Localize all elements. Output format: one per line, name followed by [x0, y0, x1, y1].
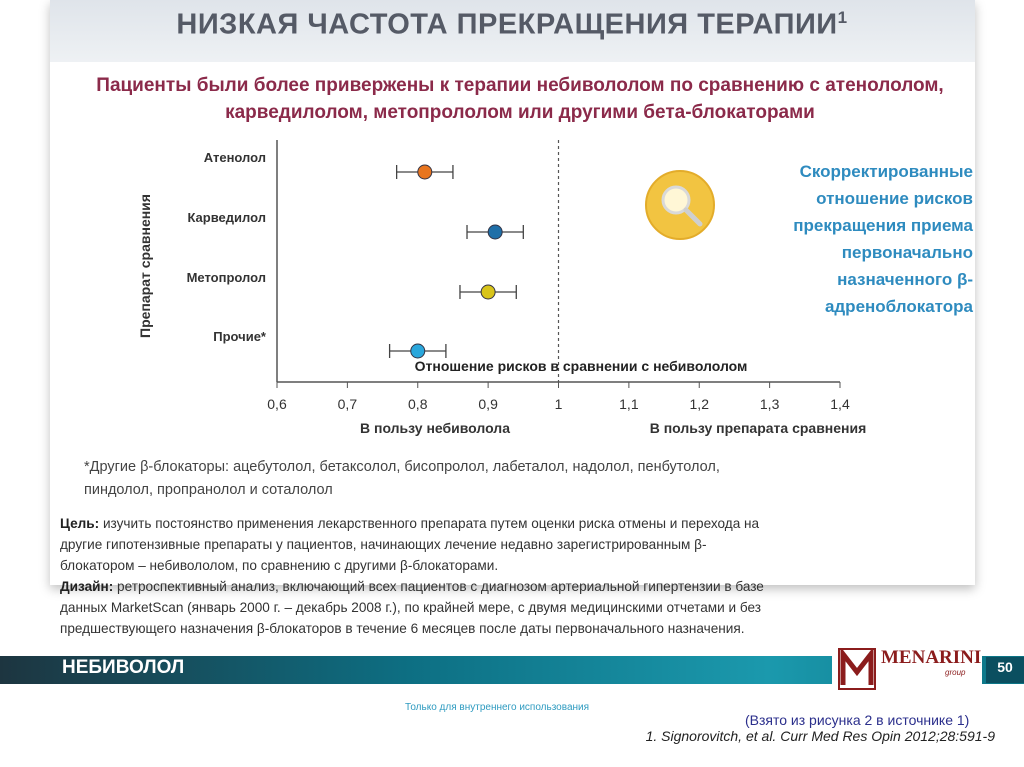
callout-line-6: адреноблокатора [824, 297, 973, 316]
callout-line-2: отношение рисков [816, 189, 973, 208]
x-tick-label: 0,9 [478, 396, 498, 412]
footnote [84, 456, 944, 502]
footnote-line-2: пиндолол, пропранолол и соталолол [84, 482, 333, 498]
slide-title-sup: 1 [837, 8, 848, 27]
x-tick-label: 1,2 [689, 396, 709, 412]
logo-text: MENARINI [881, 647, 982, 668]
citation: 1. Signorovitch, et al. Curr Med Res Opin 2012;28:591-9 [645, 728, 995, 744]
magnifier-icon [646, 171, 714, 239]
logo-subtext: group [945, 668, 966, 677]
hr-point [411, 344, 425, 358]
left-region-label: В пользу небиволола [360, 420, 510, 436]
subtitle-line-2: карведилолом, метопрололом или другими бета-блокаторами [225, 102, 815, 123]
callout-text [745, 158, 973, 320]
logo-m-glyph [840, 650, 874, 688]
source-note: (Взято из рисунка 2 в источнике 1) [745, 712, 970, 728]
x-tick-label: 0,6 [267, 396, 287, 412]
hr-point [481, 285, 495, 299]
x-tick-label: 1 [554, 396, 563, 412]
callout-line-3: прекращения приема [793, 216, 973, 235]
design-line-3: предшествующего назначения β-блокаторов в течение 6 месяцев после даты первоначального назначения. [60, 621, 745, 636]
right-region-label: В пользу препарата сравнения [649, 420, 867, 436]
menarini-logo-icon [838, 648, 876, 690]
x-tick-label: 1,1 [619, 396, 639, 412]
goal-label: Цель: [60, 516, 100, 531]
design-line-2: данных MarketScan (январь 2000 г. – декабрь 2008 г.), по крайней мере, с двумя медицинскими отчетами и без [60, 600, 762, 615]
x-tick-label: 1,4 [830, 396, 850, 412]
goal-line-3: блокатором – небивололом, по сравнению с другими β-блокаторами. [60, 558, 499, 573]
hr-point [488, 225, 502, 239]
hr-point [418, 165, 432, 179]
category-label: Метопролол [186, 270, 266, 285]
category-label: Прочие* [213, 329, 266, 344]
callout-line-4: первоначально [841, 243, 973, 262]
slide-title-text: НИЗКАЯ ЧАСТОТА ПРЕКРАЩЕНИЯ ТЕРАПИИ [176, 8, 838, 41]
subtitle-line-1: Пациенты были более привержены к терапии небивололом по сравнению с атенололом, [96, 75, 944, 96]
design-line-1: ретроспективный анализ, включающий всех пациентов с диагнозом артериальной гипертензии в базе [113, 579, 764, 594]
callout-line-1: Скорректированные [799, 162, 973, 181]
footnote-line-1: *Другие β-блокаторы: ацебутолол, бетаксолол, бисопролол, лабеталол, надолол, пенбутолол, [84, 459, 720, 475]
internal-use-note: Только для внутреннего использования [405, 702, 590, 713]
callout-line-5: назначенного β- [837, 270, 973, 289]
category-label: Карведилол [187, 210, 266, 225]
footer-brand: НЕБИВОЛОЛ [62, 657, 185, 678]
x-tick-label: 0,8 [408, 396, 428, 412]
design-label: Дизайн: [60, 579, 114, 594]
study-description [60, 513, 960, 639]
goal-line-2: другие гипотензивные препараты у пациентов, начинающих лечение недавно зарегистрированным β- [60, 537, 707, 552]
category-label: Атенолол [203, 150, 266, 165]
x-tick-label: 1,3 [759, 396, 780, 412]
x-tick-label: 0,7 [337, 396, 358, 412]
y-axis-label: Препарат сравнения [137, 194, 153, 338]
page-number: 50 [986, 657, 1024, 683]
goal-line-1: изучить постоянство применения лекарственного препарата путем оценки риска отмены и перехода на [99, 516, 760, 531]
x-axis-label: Отношение рисков в сравнении с небивололом [414, 358, 748, 374]
